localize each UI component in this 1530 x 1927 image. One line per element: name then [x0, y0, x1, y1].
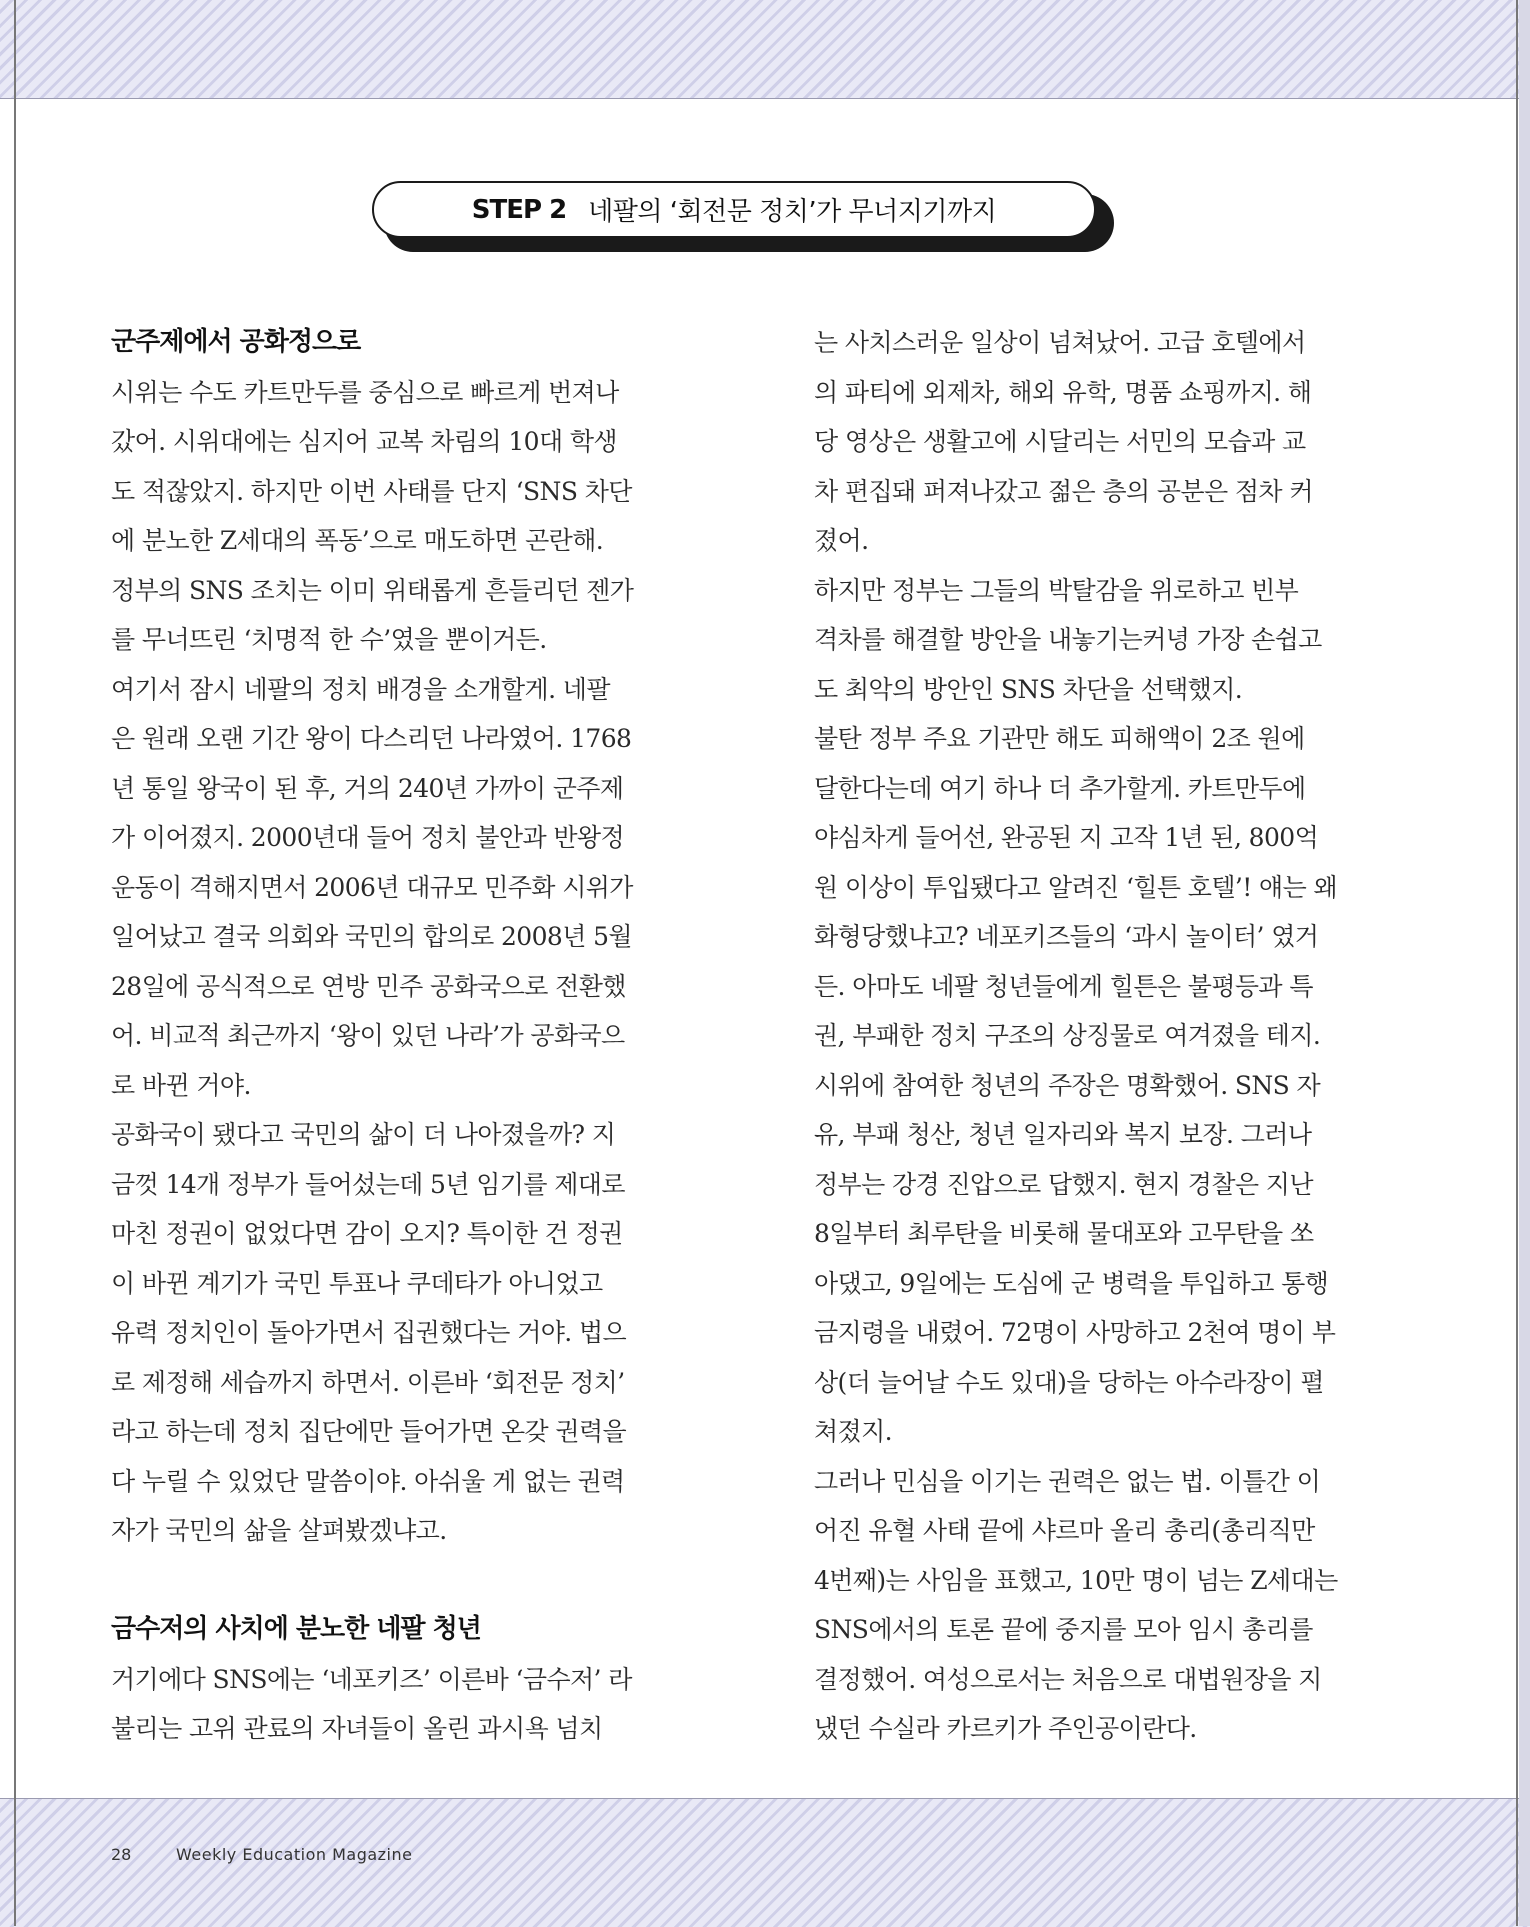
text-line: 4번째)는 사임을 표했고, 10만 명이 넘는 Z세대는 — [814, 1565, 1338, 1595]
text-line: 자가 국민의 삶을 살펴봤겠냐고. — [111, 1516, 447, 1545]
text-line: 아댔고, 9일에는 도심에 군 병력을 투입하고 통행 — [814, 1268, 1329, 1298]
text-line: 에 분노한 Z세대의 폭동’으로 매도하면 곤란해. — [111, 526, 604, 555]
text-line: 8일부터 최루탄을 비롯해 물대포와 고무탄을 쏘 — [814, 1219, 1314, 1248]
text-line: 은 원래 오랜 기간 왕이 다스리던 나라였어. 1768 — [111, 724, 632, 753]
text-line: 불탄 정부 주요 기관만 해도 피해액이 2조 원에 — [814, 724, 1305, 753]
page-number: 28 — [111, 1845, 132, 1864]
text-line: 졌어. — [814, 526, 869, 555]
text-line: 상(더 늘어날 수도 있대)을 당하는 아수라장이 펼 — [814, 1367, 1324, 1397]
paragraph — [111, 1110, 671, 1556]
paragraph — [814, 1061, 1374, 1457]
page-border-left — [14, 0, 16, 1926]
text-line: 불리는 고위 관료의 자녀들이 올린 과시욕 넘치 — [111, 1714, 603, 1743]
paragraph — [111, 368, 671, 665]
text-line: 권, 부패한 정치 구조의 상징물로 여겨졌을 테지. — [814, 1021, 1321, 1050]
step-label: STEP 2 — [471, 194, 567, 225]
text-line: 운동이 격해지면서 2006년 대규모 민주화 시위가 — [111, 872, 633, 902]
paragraph — [814, 318, 1374, 566]
text-line: 를 무너뜨린 ‘치명적 한 수’였을 뿐이거든. — [111, 625, 547, 654]
right-column — [814, 318, 1374, 1754]
text-line: 라고 하는데 정치 집단에만 들어가면 온갖 권력을 — [111, 1417, 627, 1446]
text-line: 유력 정치인이 돌아가면서 집권했다는 거야. 법으 — [111, 1318, 627, 1347]
paragraph — [814, 714, 1374, 1061]
text-line: 야심차게 들어선, 완공된 지 고작 1년 된, 800억 — [814, 823, 1319, 852]
paragraph — [814, 566, 1374, 715]
text-line: 차 편집돼 퍼져나갔고 젊은 층의 공분은 점차 커 — [814, 476, 1313, 506]
text-line: 일어났고 결국 의회와 국민의 합의로 2008년 5월 — [111, 922, 632, 951]
text-line: 여기서 잠시 네팔의 정치 배경을 소개할게. 네팔 — [111, 674, 610, 704]
text-line: SNS에서의 토론 끝에 중지를 모아 임시 총리를 — [814, 1615, 1313, 1644]
text-line: 도 적잖았지. 하지만 이번 사태를 단지 ‘SNS 차단 — [111, 476, 632, 506]
text-line: 달한다는데 여기 하나 더 추가할게. 카트만두에 — [814, 773, 1306, 803]
text-line: 정부는 강경 진압으로 답했지. 현지 경찰은 지난 — [814, 1169, 1313, 1199]
section-spacer — [111, 1556, 671, 1606]
publication-name: Weekly Education Magazine — [176, 1845, 413, 1864]
text-line: 의 파티에 외제차, 해외 유학, 명품 쇼핑까지. 해 — [814, 377, 1312, 407]
text-line: 하지만 정부는 그들의 박탈감을 위로하고 빈부 — [814, 575, 1299, 605]
page-border-right — [1516, 0, 1518, 1926]
page-edge-right — [1519, 0, 1530, 1926]
step-banner — [372, 181, 1096, 238]
text-line: 시위는 수도 카트만두를 중심으로 빠르게 번져나 — [111, 377, 619, 407]
text-line: 로 바뀐 거야. — [111, 1070, 251, 1100]
top-decorative-band — [0, 0, 1530, 99]
text-line: 어진 유혈 사태 끝에 샤르마 올리 총리(총리직만 — [814, 1516, 1315, 1545]
text-line: 어. 비교적 최근까지 ‘왕이 있던 나라’가 공화국으 — [111, 1021, 625, 1050]
text-line: 시위에 참여한 청년의 주장은 명확했어. SNS 자 — [814, 1070, 1321, 1100]
text-line: 가 이어졌지. 2000년대 들어 정치 불안과 반왕정 — [111, 823, 625, 852]
text-line: 이 바뀐 계기가 국민 투표나 쿠데타가 아니었고 — [111, 1268, 603, 1298]
text-line: 는 사치스러운 일상이 넘쳐났어. 고급 호텔에서 — [814, 328, 1306, 357]
text-line: 28일에 공식적으로 연방 민주 공화국으로 전환했 — [111, 971, 626, 1001]
text-line: 공화국이 됐다고 국민의 삶이 더 나아졌을까? 지 — [111, 1120, 616, 1149]
text-line: 냈던 수실라 카르키가 주인공이란다. — [814, 1714, 1197, 1743]
text-line: 거기에다 SNS에는 ‘네포키즈’ 이른바 ‘금수저’ 라 — [111, 1664, 632, 1694]
section-heading-monarchy: 군주제에서 공화정으로 — [111, 327, 361, 357]
text-line: 화형당했냐고? 네포키즈들의 ‘과시 놀이터’ 였거 — [814, 922, 1319, 951]
text-line: 정부의 SNS 조치는 이미 위태롭게 흔들리던 젠가 — [111, 575, 634, 605]
text-line: 그러나 민심을 이기는 권력은 없는 법. 이틀간 이 — [814, 1466, 1321, 1496]
text-line: 유, 부패 청산, 청년 일자리와 복지 보장. 그러나 — [814, 1120, 1312, 1149]
paragraph — [111, 665, 671, 1111]
text-line: 로 제정해 세습까지 하면서. 이른바 ‘회전문 정치’ — [111, 1367, 625, 1397]
text-line: 금지령을 내렸어. 72명이 사망하고 2천여 명이 부 — [814, 1318, 1336, 1347]
text-line: 격차를 해결할 방안을 내놓기는커녕 가장 손쉽고 — [814, 625, 1322, 654]
text-line: 금껏 14개 정부가 들어섰는데 5년 임기를 제대로 — [111, 1169, 625, 1199]
step-title: 네팔의 ‘회전문 정치’가 무너지기까지 — [588, 197, 997, 227]
text-line: 결정했어. 여성으로서는 처음으로 대법원장을 지 — [814, 1664, 1322, 1694]
left-column — [111, 318, 671, 1754]
text-line: 다 누릴 수 있었단 말씀이야. 아쉬울 게 없는 권력 — [111, 1466, 625, 1496]
text-line: 도 최악의 방안인 SNS 차단을 선택했지. — [814, 674, 1243, 704]
section-heading-golden-spoon: 금수저의 사치에 분노한 네팔 청년 — [111, 1614, 481, 1644]
text-line: 원 이상이 투입됐다고 알려진 ‘힐튼 호텔’! 얘는 왜 — [814, 872, 1338, 902]
text-line: 든. 아마도 네팔 청년들에게 힐튼은 불평등과 특 — [814, 971, 1313, 1001]
text-line: 년 통일 왕국이 된 후, 거의 240년 가까이 군주제 — [111, 773, 624, 803]
text-line: 마친 정권이 없었다면 감이 오지? 특이한 건 정권 — [111, 1219, 623, 1248]
paragraph — [111, 1655, 671, 1754]
text-line: 당 영상은 생활고에 시달리는 서민의 모습과 교 — [814, 427, 1306, 456]
text-line: 쳐졌지. — [814, 1417, 892, 1446]
text-line: 갔어. 시위대에는 심지어 교복 차림의 10대 학생 — [111, 427, 617, 456]
paragraph — [814, 1457, 1374, 1754]
